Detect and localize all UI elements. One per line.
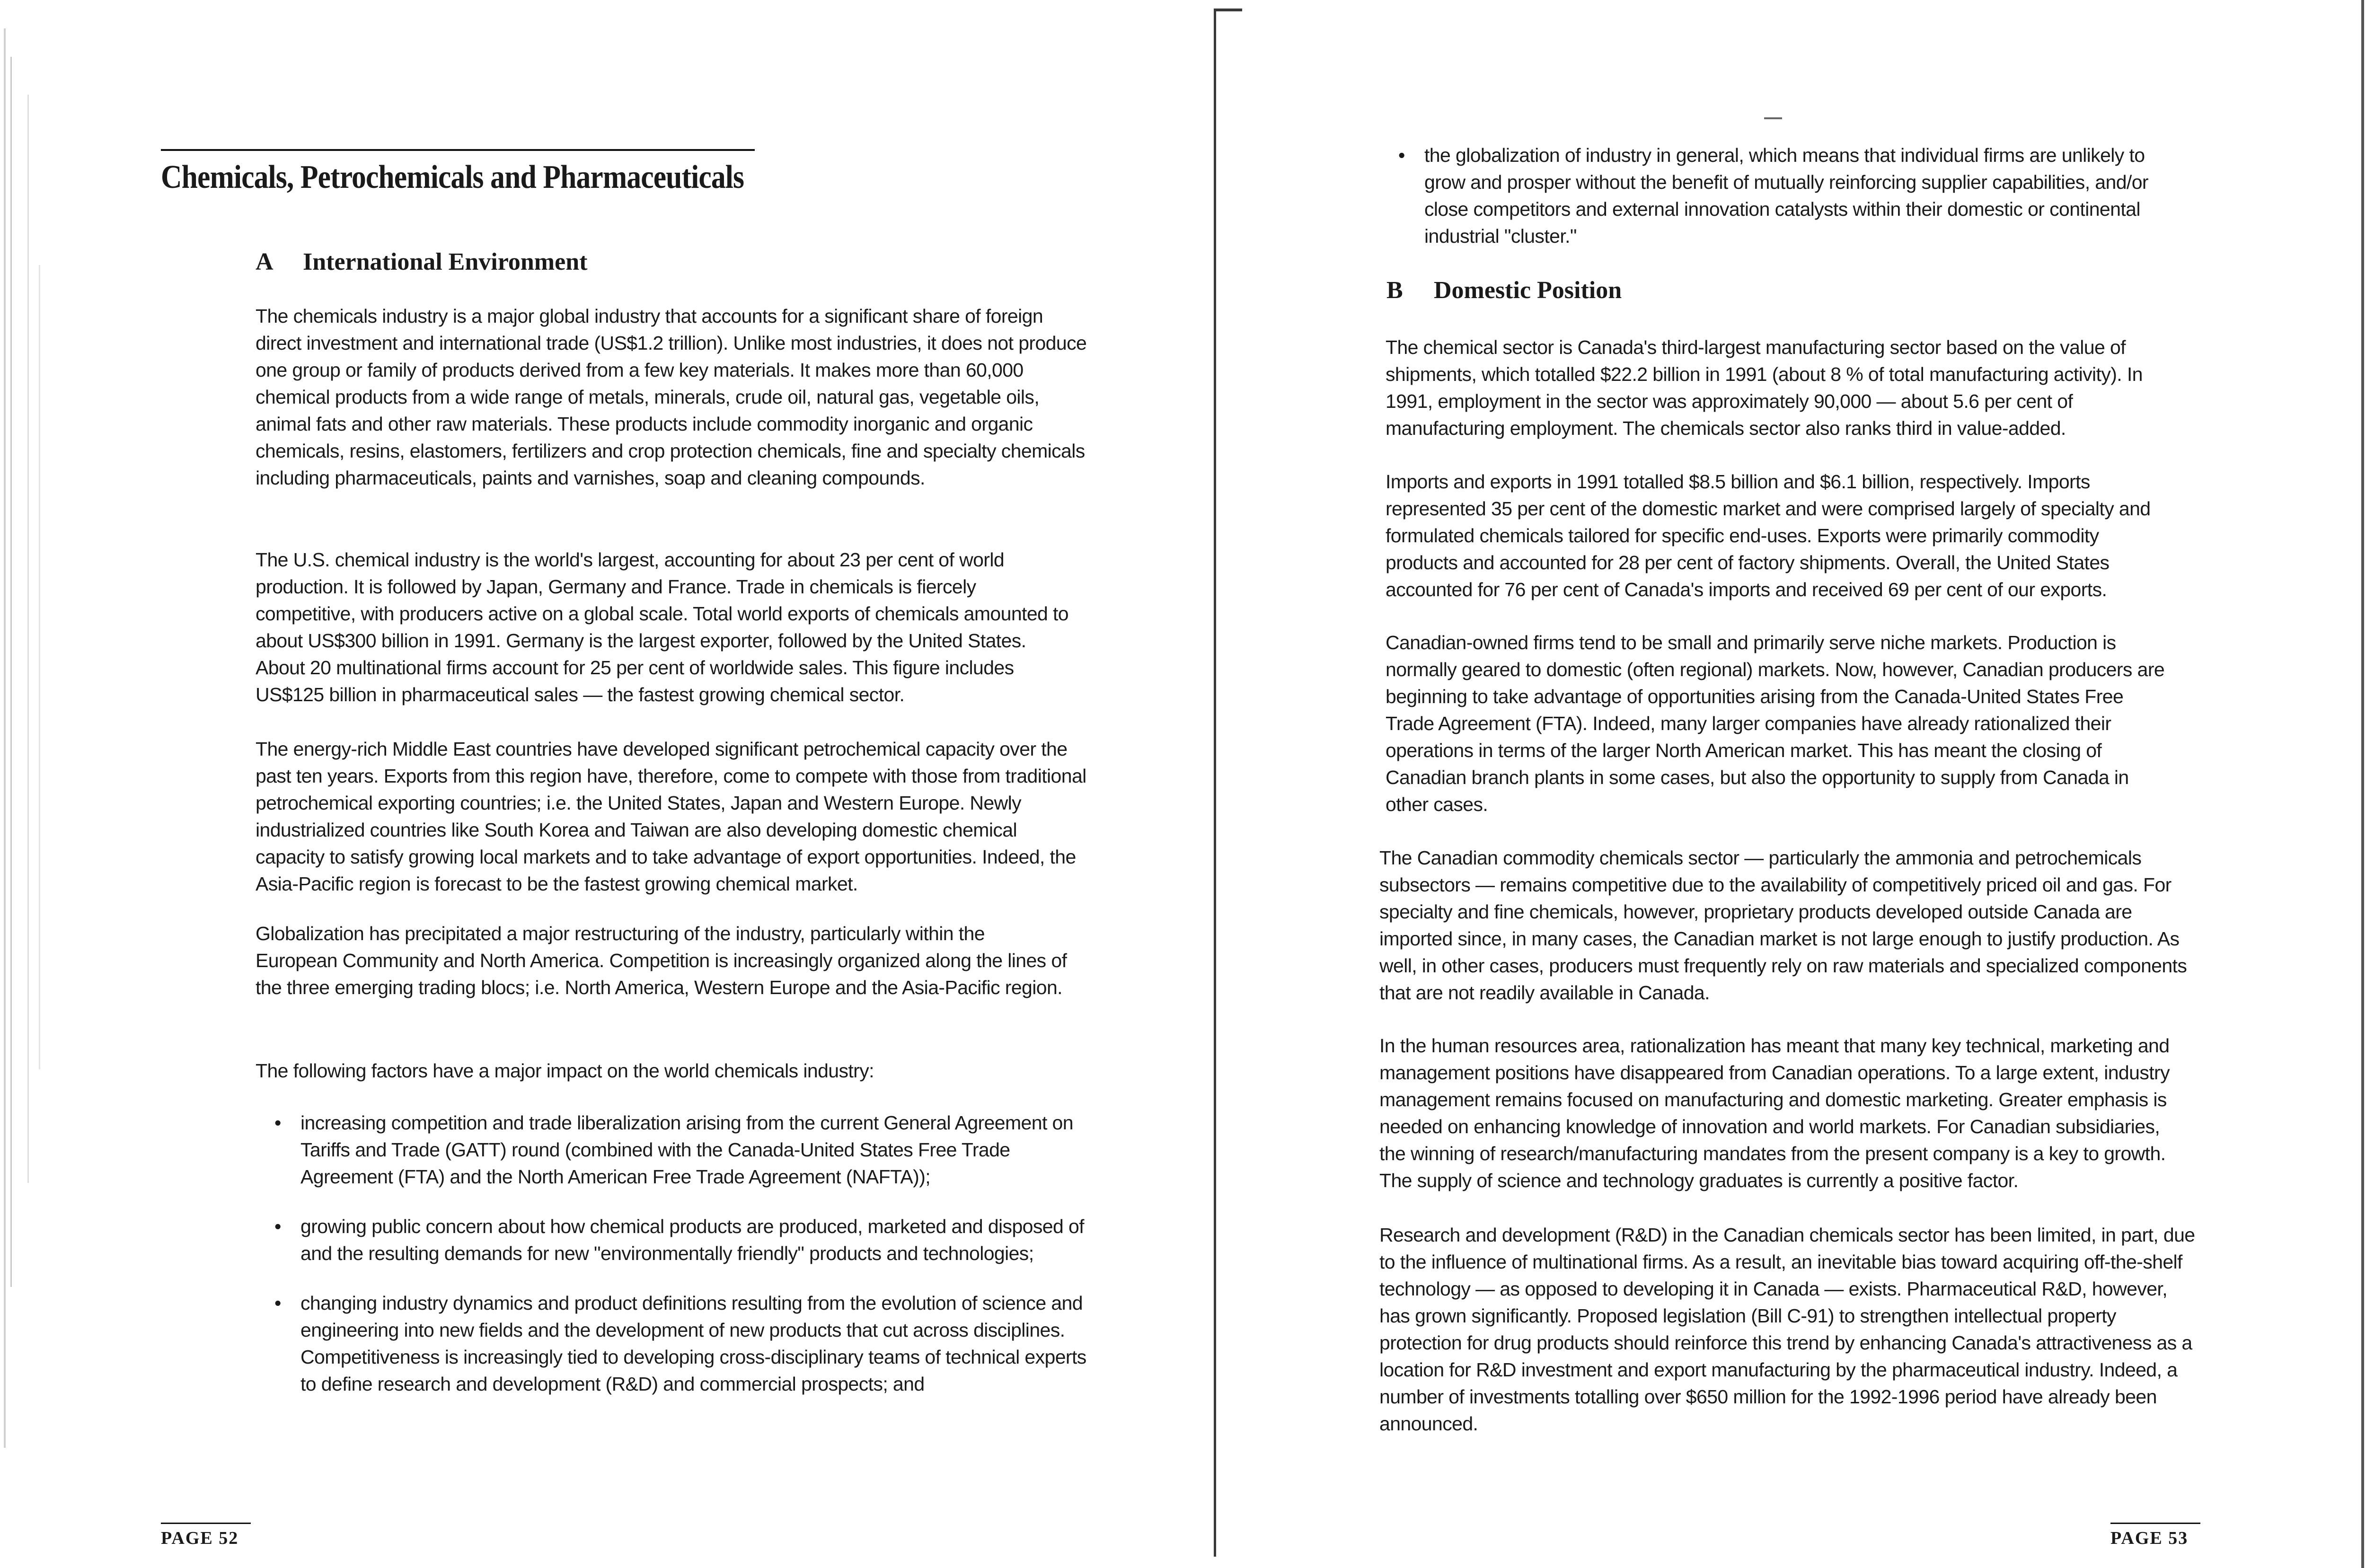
list-item [1379,142,2160,250]
list-item-text: the globalization of industry in general, which means that individual firms are unlikely to grow and prosper without the benefit of mutually reinforcing supplier capabilities, and/or close competitors and external innovation catalysts within their domestic or continental industrial "cluster." [1424,144,2148,247]
footer-rule [2110,1523,2200,1524]
paragraph: The chemicals industry is a major global industry that accounts for a significant share of foreign direct investment and international trade (US$1.2 trillion). Unlike most industries, it does not produce one group or family of products derived from a few key materials. It makes more than 60,000 chemical products from a wide range of metals, minerals, crude oil, natural gas, vegetable oils, animal fats and other raw materials. These products include commodity inorganic and organic chemicals, resins, elastomers, fertilizers and crop protection chemicals, fine and specialty chemicals including pharmaceuticals, paints and varnishes, soap and cleaning compounds. [256,305,1087,489]
factor-list-continued [1379,142,2160,250]
paragraph: The chemical sector is Canada's third-largest manufacturing sector based on the value of shipments, which totalled $22.2 billion in 1991 (about 8 % of total manufacturing activity). In 1991, employment in the sector was approximately 90,000 — about 5.6 per cent of manufacturing employment. The chemicals sector also ranks third in value-added. [1386,336,2143,439]
chapter-title: Chemicals, Petrochemicals and Pharmaceuticals [161,159,744,195]
paragraph: The U.S. chemical industry is the world's largest, accounting for about 23 per cent of world production. It is followed by Japan, Germany and France. Trade in chemicals is fiercely competitive, with producers active on a global scale. Total world exports of chemicals amounted to about US$300 billion in 1991. Germany is the largest exporter, followed by the United States. About 20 multinational firms account for 25 per cent of worldwide sales. This figure includes US$125 billion in pharmaceutical sales — the fastest growing chemical sector. [256,549,1069,705]
paragraph: The following factors have a major impact on the world chemicals industry: [256,1060,874,1082]
paragraph: Imports and exports in 1991 totalled $8.5 billion and $6.1 billion, respectively. Imports represented 35 per cent of the domestic market and were comprised largely of specialty and formulated chemicals tailored for specific end-uses. Exports were primarily commodity products and accounted for 28 per cent of factory shipments. Overall, the United States accounted for 76 per cent of Canada's imports and received 69 per cent of our exports. [1386,471,2151,600]
page-number: PAGE 53 [2110,1528,2189,1548]
section-title: International Environment [303,248,588,275]
list-item [256,1213,1098,1267]
paragraph: Canadian-owned firms tend to be small and primarily serve niche markets. Production is normally geared to domestic (often regional) markets. Now, however, Canadian producers are beginning to take advantage of opportunities arising from the Canada-United States Free Trade Agreement (FTA). Indeed, many larger companies have already rationalized their operations in terms of the larger North American market. This has meant the closing of Canadian branch plants in some cases, but also the opportunity to supply from Canada in other cases. [1386,632,2165,815]
section-letter: B [1386,277,1403,304]
list-item-text: growing public concern about how chemical products are produced, marketed and disposed of and the resulting demands for new "environmentally friendly" products and technologies; [300,1216,1084,1264]
section-heading-a [256,247,587,277]
factor-list [256,1110,1098,1398]
title-rule [161,149,755,151]
bullet-icon: • [1398,144,1405,166]
section-letter: A [256,248,274,275]
list-item [256,1110,1098,1190]
list-item [256,1290,1098,1398]
bullet-icon: • [274,1292,281,1314]
bullet-icon: • [274,1112,281,1134]
paragraph: Research and development (R&D) in the Canadian chemicals sector has been limited, in part, due to the influence of multinational firms. As a result, an inevitable bias toward acquiring off-the-shelf technology — as opposed to developing it in Canada — exists. Pharmaceutical R&D, however, has grown significantly. Proposed legislation (Bill C-91) to strengthen intellectual property protection for drug products should reinforce this trend by enhancing Canada's attractiveness as a location for R&D investment and export manufacturing by the pharmaceutical industry. Indeed, a number of investments totalling over $650 million for the 1992-1996 period have already been announced. [1379,1224,2195,1435]
paragraph: Globalization has precipitated a major restructuring of the industry, particularly within the European Community and North America. Competition is increasingly organized along the lines of the three emerging trading blocs; i.e. North America, Western Europe and the Asia-Pacific region. [256,923,1067,998]
paragraph: The Canadian commodity chemicals sector — particularly the ammonia and petrochemicals subsectors — remains competitive due to the availability of competitively priced oil and gas. For specialty and fine chemicals, however, proprietary products developed outside Canada are imported since, in many cases, the Canadian market is not large enough to justify production. As well, in other cases, producers must frequently rely on raw materials and specialized components that are not readily available in Canada. [1379,847,2187,1004]
paragraph: The energy-rich Middle East countries have developed significant petrochemical capacity over the past ten years. Exports from this region have, therefore, come to compete with those from traditional petrochemical exporting countries; i.e. the United States, Japan and Western Europe. Newly industrialized countries like South Korea and Taiwan are also developing domestic chemical capacity to satisfy growing local markets and to take advantage of export opportunities. Indeed, the Asia-Pacific region is forecast to be the fastest growing chemical market. [256,738,1086,895]
page-number: PAGE 52 [161,1528,239,1548]
section-title: Domestic Position [1434,277,1622,304]
bullet-icon: • [274,1216,281,1237]
paragraph: In the human resources area, rationalization has meant that many key technical, marketing and management positions have disappeared from Canadian operations. To a large extent, industry management remains focused on manufacturing and domestic marketing. Greater emphasis is needed on enhancing knowledge of innovation and world markets. For Canadian subsidiaries, the winning of research/manufacturing mandates from the present company is a key to growth. The supply of science and technology graduates is currently a positive factor. [1379,1035,2170,1191]
section-heading-b [1386,275,1622,306]
list-item-text: changing industry dynamics and product definitions resulting from the evolution of science and engineering into new fields and the development of new products that cut across disciplines. Competitiveness is increasingly tied to developing cross-disciplinary teams of technical experts to define research and development (R&D) and commercial prospects; and [300,1292,1086,1395]
right-page [1216,0,2366,1568]
list-item-text: increasing competition and trade liberalization arising from the current General Agreement on Tariffs and Trade (GATT) round (combined with the Canada-United States Free Trade Agreement (FTA) and the North American Free Trade Agreement (NAFTA)); [300,1112,1073,1188]
footer-rule [161,1523,251,1524]
